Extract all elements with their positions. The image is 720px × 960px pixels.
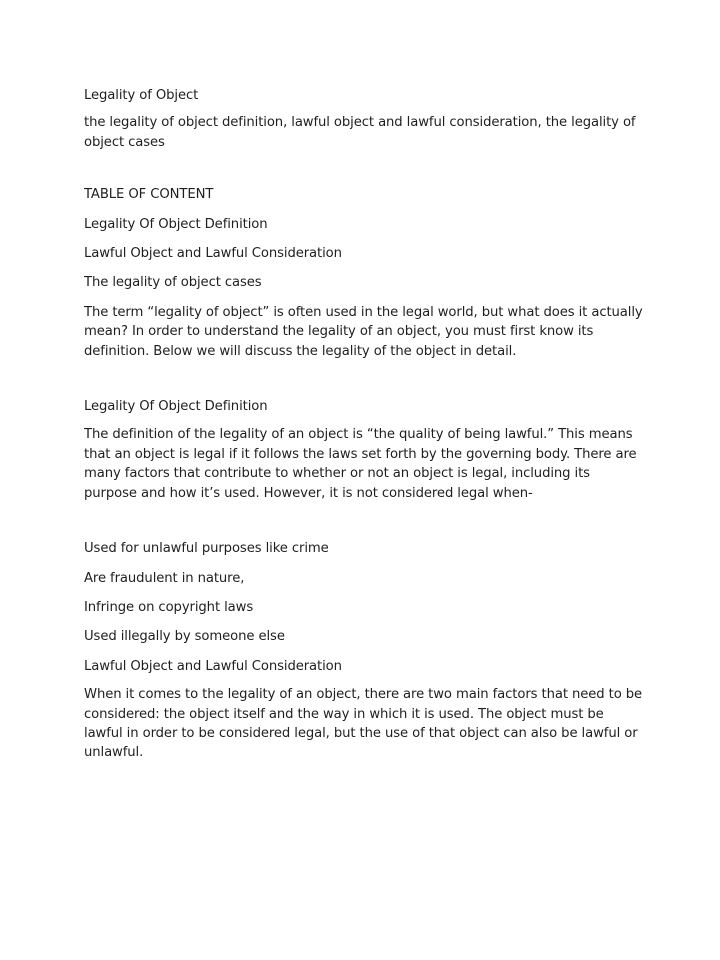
toc-item-cases: The legality of object cases [84, 275, 262, 291]
toc-item-definition: Legality Of Object Definition [84, 216, 268, 232]
toc-heading: TABLE OF CONTENT [84, 187, 214, 203]
list-item: Used illegally by someone else [84, 629, 285, 645]
definition-paragraph: The definition of the legality of an object is “the quality of being lawful.” This means that an object is legal if it follows the laws set forth by the governing body. There are many factors that contribute to whether or not an object is legal, including its purpose and how it’s used. However, it is not considered legal when- [84, 427, 637, 501]
list-item: Are fraudulent in nature, [84, 570, 245, 586]
lawful-object-paragraph: When it comes to the legality of an object, there are two main factors that need to be considered: the object itself and the way in which it is used. The object must be lawful in order to be considered legal, but the use of that object can also be lawful or unlawful. [84, 687, 643, 761]
document-content [84, 86, 644, 799]
intro-paragraph: The term “legality of object” is often used in the legal world, but what does it actually mean? In order to understand the legality of an object, you must first know its definition. Below we will discuss the legality of the object in detail. [84, 304, 643, 359]
list-item: Infringe on copyright laws [84, 599, 254, 615]
document-title: Legality of Object [84, 88, 199, 103]
list-item: Used for unlawful purposes like crime [84, 541, 329, 557]
toc-item-lawful-object: Lawful Object and Lawful Consideration [84, 246, 342, 262]
document-subtitle: the legality of object definition, lawful object and lawful consideration, the legality of object cases [84, 115, 636, 150]
section-heading-definition: Legality Of Object Definition [84, 399, 268, 415]
section-heading-lawful-object: Lawful Object and Lawful Consideration [84, 658, 342, 674]
